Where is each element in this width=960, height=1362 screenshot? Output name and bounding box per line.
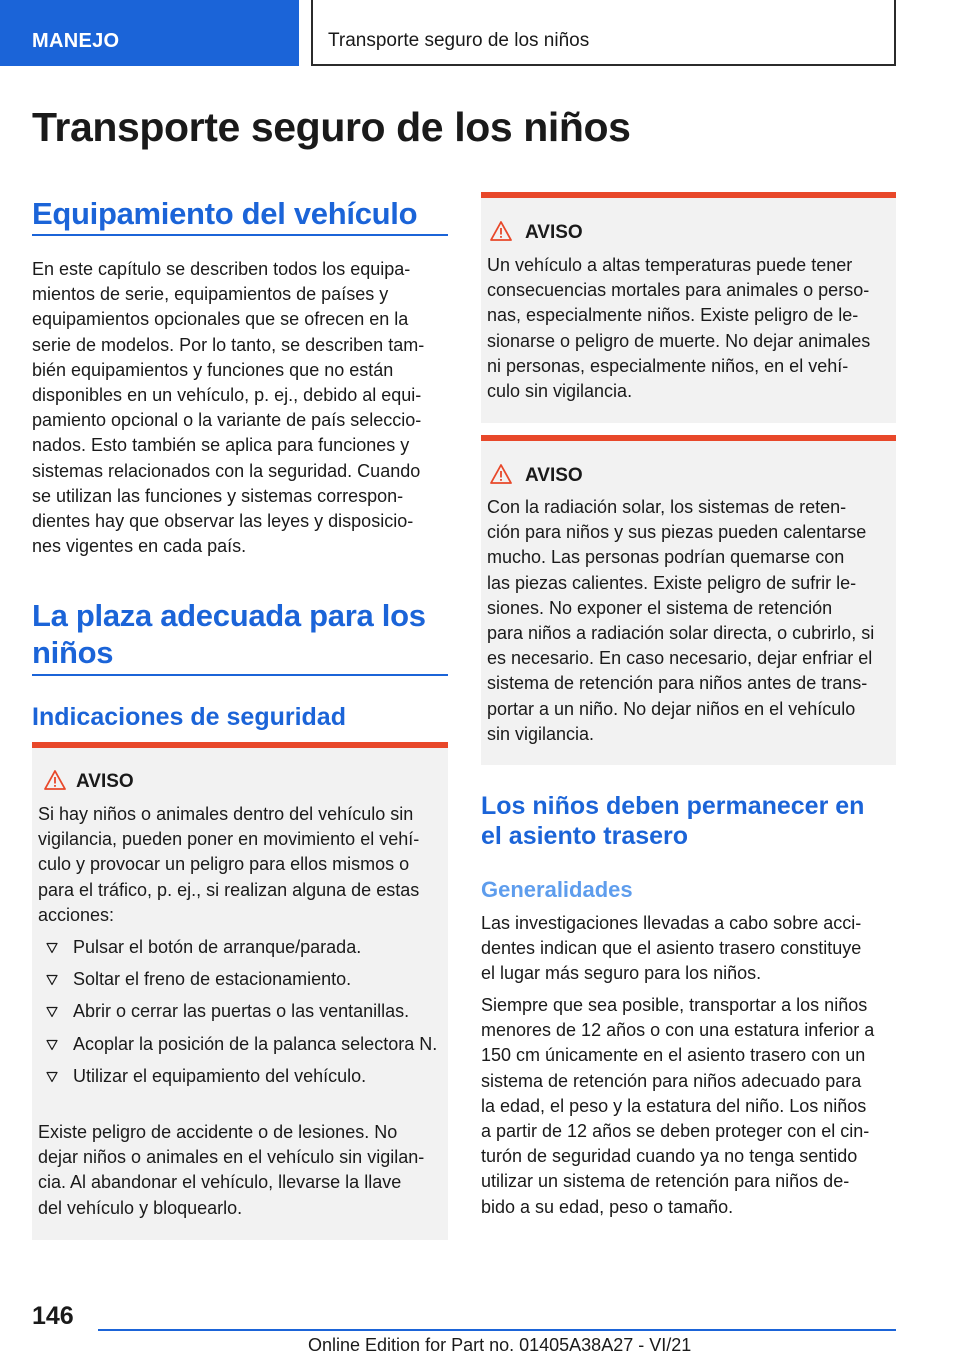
text-line: consecuencias mortales para animales o perso‐ [487,280,870,301]
text-line: nas, especialmente niños. Existe peligro de le‐ [487,305,859,326]
text-line: turón de seguridad cuando ya no tenga sentido [481,1146,858,1167]
bullet-triangle-icon [46,1071,58,1083]
heading-plaza-line2: niños [32,635,114,670]
warning-label: AVISO [76,771,134,792]
bullet-text: Abrir o cerrar las puertas o las ventanillas. [73,1001,410,1022]
bullet-text: Utilizar el equipamiento del vehículo. [73,1065,367,1086]
warning-bar [32,742,448,748]
text-line: dentes indican que el asiento trasero constituye [481,938,862,959]
warning-text [38,802,448,928]
text-line: siones. No exponer el sistema de retención [487,597,833,618]
text-line: se utilizan las funciones y sistemas correspon‐ [32,485,404,506]
warning-text [38,1120,448,1221]
text-line: sionarse o peligro de muerte. No dejar animales [487,330,871,351]
paragraph-equipamiento [32,257,452,559]
warning-triangle-icon [490,464,512,484]
text-line: a partir de 12 años se deben proteger con el cin‐ [481,1121,870,1142]
text-line: las piezas calientes. Existe peligro de sufrir le‐ [487,572,857,593]
warning-triangle-icon [44,770,66,790]
text-line: Siempre que sea posible, transportar a los niños [481,995,868,1015]
footer-edition: Online Edition for Part no. 01405A38A27 - VI/21 [308,1335,692,1355]
heading-equipamiento: Equipamiento del vehículo [32,196,418,231]
header-section-label: MANEJO [32,30,120,52]
text-line: el lugar más seguro para los niños. [481,963,762,984]
text-line: pamiento opcional o la variante de país seleccio‐ [32,410,422,431]
text-line: vigilancia, pueden poner en movimiento el vehí‐ [38,829,420,850]
bullet-item [38,935,442,960]
text-line: dientes hay que observar las leyes y disposicio‐ [32,511,414,532]
heading-asiento-line1: Los niños deben permanecer en [481,792,865,820]
bullet-item [38,999,442,1024]
text-line: utilizar un sistema de retención para niños de‐ [481,1171,850,1192]
text-line: Un vehículo a altas temperaturas puede tener [487,255,853,275]
text-line: 150 cm únicamente en el asiento trasero con un [481,1045,866,1066]
paragraph-generalidades-2 [481,993,901,1220]
warning-text [487,495,897,747]
bullet-text: Acoplar la posición de la palanca selectora N. [73,1033,438,1054]
text-line: serie de modelos. Por lo tanto, se describen tam‐ [32,334,425,355]
text-line: acciones: [38,904,115,925]
text-line: bido a su edad, peso o tamaño. [481,1196,734,1217]
text-line: nados. Esto también se aplica para funciones y [32,435,410,456]
text-line: sistema de retención para niños antes de trans‐ [487,673,868,694]
subheading-generalidades: Generalidades [481,877,633,902]
warning-bullet-list [38,935,442,1096]
bullet-triangle-icon [46,1006,58,1018]
warning-box-2 [481,192,896,423]
warning-text [487,253,897,404]
text-line: culo y provocar un peligro para ellos mismos o [38,854,410,875]
paragraph-generalidades-1 [481,911,901,987]
footer-rule [98,1329,896,1331]
text-line: para el tráfico, p. ej., si realizan alguna de estas [38,879,420,900]
text-line: equipamientos opcionales que se ofrecen en la [32,309,409,330]
text-line: la edad, el peso y la estatura del niño. Los niños [481,1095,867,1116]
bullet-item [38,1064,442,1089]
text-line: cia. Al abandonar el vehículo, llevarse la llave [38,1172,402,1193]
text-line: En este capítulo se describen todos los equipa‐ [32,259,411,279]
bullet-text: Pulsar el botón de arranque/parada. [73,937,362,957]
text-line: sistema de retención para niños adecuado para [481,1070,862,1091]
bullet-triangle-icon [46,942,58,954]
bullet-triangle-icon [46,1039,58,1051]
text-line: sin vigilancia. [487,723,595,744]
bullet-item [38,967,442,992]
text-line: nes vigentes en cada país. [32,536,247,557]
warning-bar [481,192,896,198]
text-line: mucho. Las personas podrían quemarse con [487,547,845,568]
warning-triangle-icon [490,221,512,241]
text-line: Las investigaciones llevadas a cabo sobre acci‐ [481,913,862,933]
warning-label: AVISO [525,465,583,486]
text-line: sistemas relacionados con la seguridad. Cuando [32,460,421,481]
bullet-text: Soltar el freno de estacionamiento. [73,969,352,990]
text-line: portar a un niño. No dejar niños en el vehículo [487,698,856,719]
text-line: es necesario. En caso necesario, dejar enfriar el [487,648,873,669]
text-line: Con la radiación solar, los sistemas de reten‐ [487,497,847,517]
heading-rule [32,234,448,236]
text-line: disponibles en un vehículo, p. ej., debido al equi‐ [32,385,422,406]
text-line: Si hay niños o animales dentro del vehículo sin [38,804,414,824]
warning-bar [481,435,896,441]
text-line: del vehículo y bloquearlo. [38,1197,243,1218]
bullet-triangle-icon [46,974,58,986]
text-line: para niños a radiación solar directa, o cubrirlo, si [487,623,875,644]
text-line: dejar niños o animales en el vehículo sin vigilan‐ [38,1147,425,1168]
text-line: mientos de serie, equipamientos de países y [32,284,389,305]
heading-asiento-line2: el asiento trasero [481,822,689,850]
heading-plaza [32,597,426,671]
heading-asiento [481,791,864,851]
heading-plaza-line1: La plaza adecuada para los [32,598,426,633]
warning-box-3 [481,435,896,765]
header-chapter-box [311,0,896,66]
header-section-tab [0,0,299,66]
text-line: ción para niños y sus piezas pueden calentarse [487,522,867,543]
page-title: Transporte seguro de los niños [32,104,631,150]
bullet-item [38,1032,442,1057]
page-number: 146 [32,1302,74,1330]
text-line: menores de 12 años o con una estatura inferior a [481,1020,875,1041]
text-line: Existe peligro de accidente o de lesiones. No [38,1122,398,1142]
subheading-seguridad: Indicaciones de seguridad [32,703,346,731]
text-line: bién equipamientos y funciones que no están [32,359,394,380]
text-line: culo sin vigilancia. [487,381,633,402]
heading-rule [32,674,448,676]
header-chapter-label: Transporte seguro de los niños [328,30,590,51]
warning-box-1 [32,742,448,1240]
text-line: ni personas, especialmente niños, en el vehí‐ [487,355,849,376]
warning-label: AVISO [525,222,583,243]
